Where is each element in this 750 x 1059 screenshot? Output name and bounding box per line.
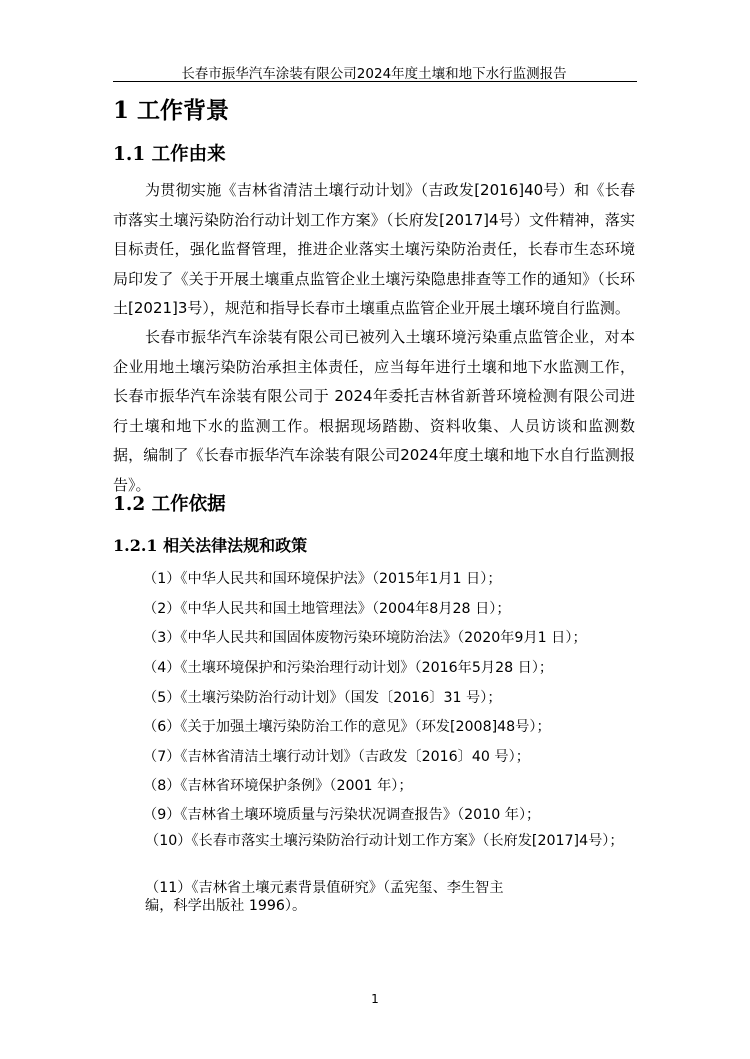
list-item: （4）《土壤环境保护和污染治理行动计划》（2016年5月28 日）； [143, 660, 554, 676]
list-item: （7）《吉林省清洁土壤行动计划》（吉政发〔2016〕40 号）； [143, 749, 530, 765]
section-heading-1-2: 1.2 工作依据 [113, 494, 226, 515]
list-item: （10）《长春市落实土壤污染防治行动计划工作方案》（长府发[2017]4号）； [145, 833, 624, 849]
running-header: 长春市振华汽车涂装有限公司2024年度土壤和地下水行监测报告 [181, 66, 567, 82]
list-item: （11）《吉林省土壤元素背景值研究》（孟宪玺、李生智主编，科学出版社 1996）。 [145, 880, 504, 914]
list-item: （6）《关于加强土壤污染防治工作的意见》（环发[2008]48号）； [143, 719, 551, 735]
section-heading-1-1: 1.1 工作由来 [113, 144, 226, 165]
section-heading-1: 1 工作背景 [113, 97, 230, 124]
list-item: （9）《吉林省土壤环境质量与污染状况调查报告》（2010 年）； [143, 807, 541, 823]
list-item: （3）《中华人民共和国固体废物污染环境防治法》（2020年9月1 日）； [143, 630, 587, 646]
paragraph-2: 长春市振华汽车涂装有限公司已被列入土壤环境污染重点监管企业，对本企业用地土壤污染防治承担主体责任，应当每年进行土壤和地下水监测工作，长春市振华汽车涂装有限公司于 2024年委托吉林省新普环境检测有限公司进行土壤和地下水的监测工作。根据现场踏勘、资料收集、人员访谈和监测数据，编制了《长春市振华汽车涂装有限公司2024年度土壤和地下水自行监测报告》。 [113, 328, 635, 494]
list-item: （5）《土壤污染防治行动计划》（国发〔2016〕31 号）； [143, 690, 502, 706]
paragraph-1: 为贯彻实施《吉林省清洁土壤行动计划》（吉政发[2016]40号）和《长春市落实土壤污染防治行动计划工作方案》（长府发[2017]4号）文件精神，落实目标责任，强化监督管理，推进企业落实土壤污染防治责任，长春市生态环境局印发了《关于开展土壤重点监管企业土壤污染隐患排查等工作的通知》（长环土[2021]3号），规范和指导长春市土壤重点监管企业开展土壤环境自行监测。 [113, 181, 635, 317]
page-number: 1 [371, 992, 379, 1006]
header-divider [113, 81, 637, 82]
list-item: （1）《中华人民共和国环境保护法》（2015年1月1 日）； [143, 571, 502, 587]
list-item: （2）《中华人民共和国土地管理法》（2004年8月28 日）； [143, 601, 511, 617]
section-heading-1-2-1: 1.2.1 相关法律法规和政策 [113, 536, 308, 555]
list-item: （8）《吉林省环境保护条例》（2001 年）； [143, 778, 413, 794]
